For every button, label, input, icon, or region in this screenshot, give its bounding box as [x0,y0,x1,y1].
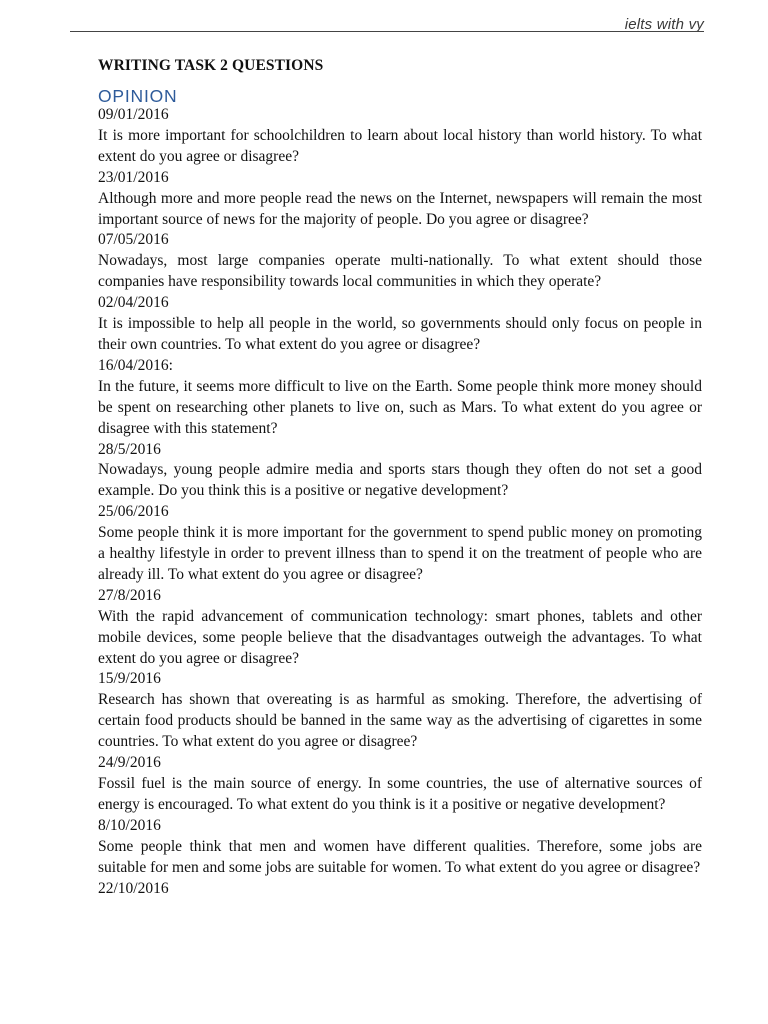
entry-question: Nowadays, most large companies operate multi-nationally. To what extent should those companies have responsibility towards local communities in which they operate? [98,252,702,291]
entry-date: 02/04/2016 [98,294,169,312]
list-item [98,502,702,586]
list-item [98,356,702,440]
entry-date: 8/10/2016 [98,816,161,834]
list-item [98,168,702,231]
entry-date: 07/05/2016 [98,231,169,249]
entry-date: 16/04/2016: [98,356,173,374]
entry-date: 27/8/2016 [98,586,161,604]
list-item [98,816,702,879]
entry-question: Nowadays, young people admire media and sports stars though they often do not set a good example. Do you think this is a positive or negative development? [98,461,702,500]
header-brand: ielts with vy [624,16,704,33]
entry-question: It is impossible to help all people in the world, so governments should only focus on people in their own countries. To what extent do you agree or disagree? [98,315,702,353]
list-item [98,105,702,168]
list-item [98,669,702,753]
list-item [98,753,702,816]
entry-question: Some people think that men and women have different qualities. Therefore, some jobs are suitable for men and some jobs are suitable for women. To what extent do you agree or disagree? [98,837,702,876]
entry-question: With the rapid advancement of communication technology: smart phones, tablets and other mobile devices, some people believe that the disadvantages outweigh the advantages. To what extent do you agree or disagree? [98,607,702,667]
entry-date: 15/9/2016 [98,670,161,688]
list-item [98,230,702,293]
entry-question: Although more and more people read the news on the Internet, newspapers will remain the most important source of news for the majority of people. Do you agree or disagree? [98,189,702,228]
entry-question: Research has shown that overeating is as harmful as smoking. Therefore, the advertising of certain food products should be banned in the same way as the advertising of cigarettes in some countries. To what extent do you agree or disagree? [98,691,702,751]
entry-date: 22/10/2016 [98,879,169,897]
entry-question: In the future, it seems more difficult to live on the Earth. Some people think more money should be spent on researching other planets to live on, such as Mars. To what extent do you agree or disagree with this statement? [98,377,702,437]
entry-question: It is more important for schoolchildren to learn about local history than world history. To what extent do you agree or disagree? [98,126,702,165]
entry-question: Some people think it is more important for the government to spend public money on promoting a healthy lifestyle in order to prevent illness than to spend it on the treatment of people who are already ill. To what extent do you agree or disagree? [98,524,702,583]
entry-question: Fossil fuel is the main source of energy. In some countries, the use of alternative sources of energy is encouraged. To what extent do you think is it a positive or negative development? [98,775,702,813]
list-item [98,440,702,503]
entry-list [98,105,702,899]
list-item [98,293,702,356]
entry-date: 28/5/2016 [98,440,161,458]
section-heading-opinion: OPINION [98,86,178,106]
document-body [98,56,702,899]
header-rule [70,31,704,32]
list-item [98,879,702,900]
entry-date: 09/01/2016 [98,106,169,123]
entry-date: 25/06/2016 [98,503,169,521]
document-title: WRITING TASK 2 QUESTIONS [98,57,324,74]
entry-date: 24/9/2016 [98,754,161,772]
list-item [98,586,702,670]
entry-date: 23/01/2016 [98,168,169,186]
